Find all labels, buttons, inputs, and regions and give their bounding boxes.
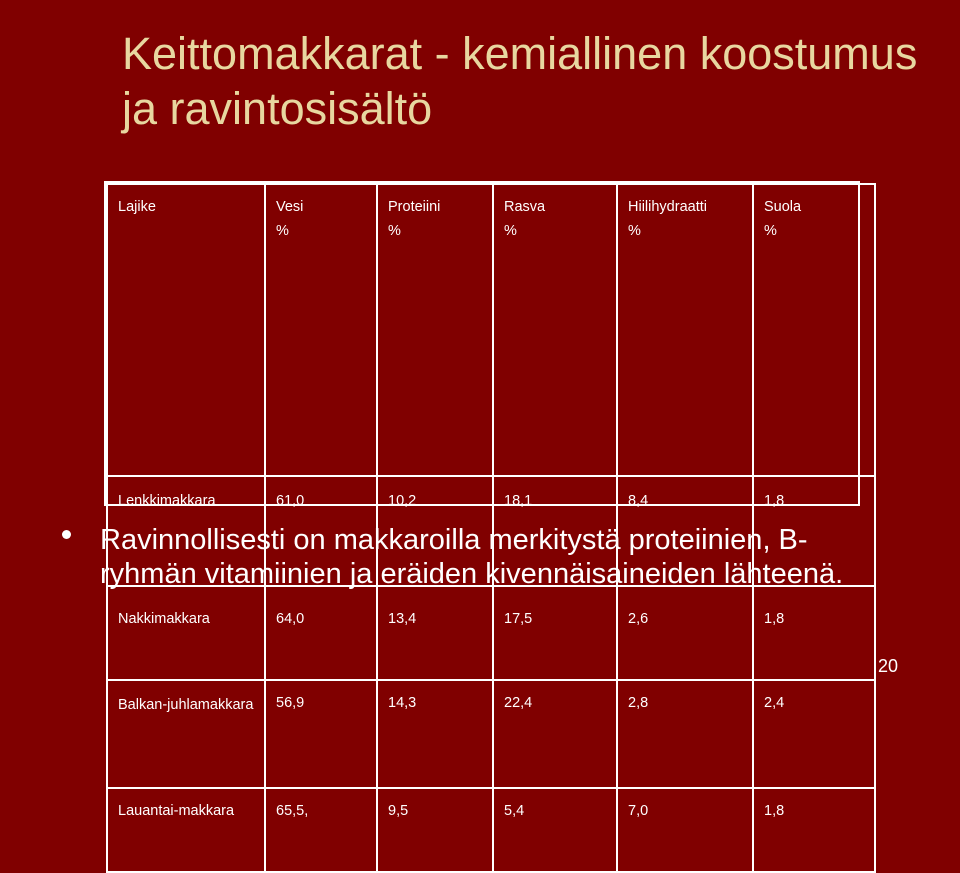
table-cell: 7,0: [617, 788, 753, 872]
table-row: [107, 680, 875, 788]
table-cell: 65,5,: [265, 788, 377, 872]
header-cell-suola: Suola %: [753, 184, 875, 476]
header-cell-vesi: Vesi %: [265, 184, 377, 476]
table-cell: Nakkimakkara: [107, 586, 265, 680]
table-cell: 8,4: [617, 476, 753, 586]
page-number: 20: [877, 656, 898, 676]
table-cell: 64,0: [265, 586, 377, 680]
table-row: [107, 788, 875, 872]
header-cell-proteiini: Proteiini %: [377, 184, 493, 476]
bullet-text: Ravinnollisesti on makkaroilla merkitystä proteiinien, B-ryhmän vitamiinien ja eräiden kivennäisaineiden lähteenä.: [100, 524, 844, 590]
header-cell-hiilihydraatti: Hiilihydraatti %: [617, 184, 753, 476]
table-cell: 17,5: [493, 586, 617, 680]
table-cell: 2,6: [617, 586, 753, 680]
table-cell: 56,9: [265, 680, 377, 788]
table-cell: 2,4: [753, 680, 875, 788]
header-cell-rasva: Rasva %: [493, 184, 617, 476]
table-cell: 2,8: [617, 680, 753, 788]
table-cell: 1,8: [753, 788, 875, 872]
table-header-row: [107, 184, 875, 476]
header-cell-lajike: Lajike: [107, 184, 265, 476]
table-cell: 10,2: [377, 476, 493, 586]
table-cell: 61,0: [265, 476, 377, 586]
slide-title: Keittomakkarat - kemiallinen koostumus ja ravintosisältö: [122, 28, 918, 134]
table-cell: 9,5: [377, 788, 493, 872]
table-cell: 14,3: [377, 680, 493, 788]
table-cell: 1,8: [753, 586, 875, 680]
table-cell: Lauantai-makkara: [107, 788, 265, 872]
table-cell: 5,4: [493, 788, 617, 872]
bullet-dot-icon: [62, 530, 71, 539]
table-cell: Balkan-juhlamakkara: [107, 680, 265, 788]
table-cell: Lenkkimakkara: [107, 476, 265, 586]
table-cell: 1,8: [753, 476, 875, 586]
table-cell: 22,4: [493, 680, 617, 788]
table-cell: 13,4: [377, 586, 493, 680]
table-row: [107, 586, 875, 680]
table-cell: 18,1: [493, 476, 617, 586]
